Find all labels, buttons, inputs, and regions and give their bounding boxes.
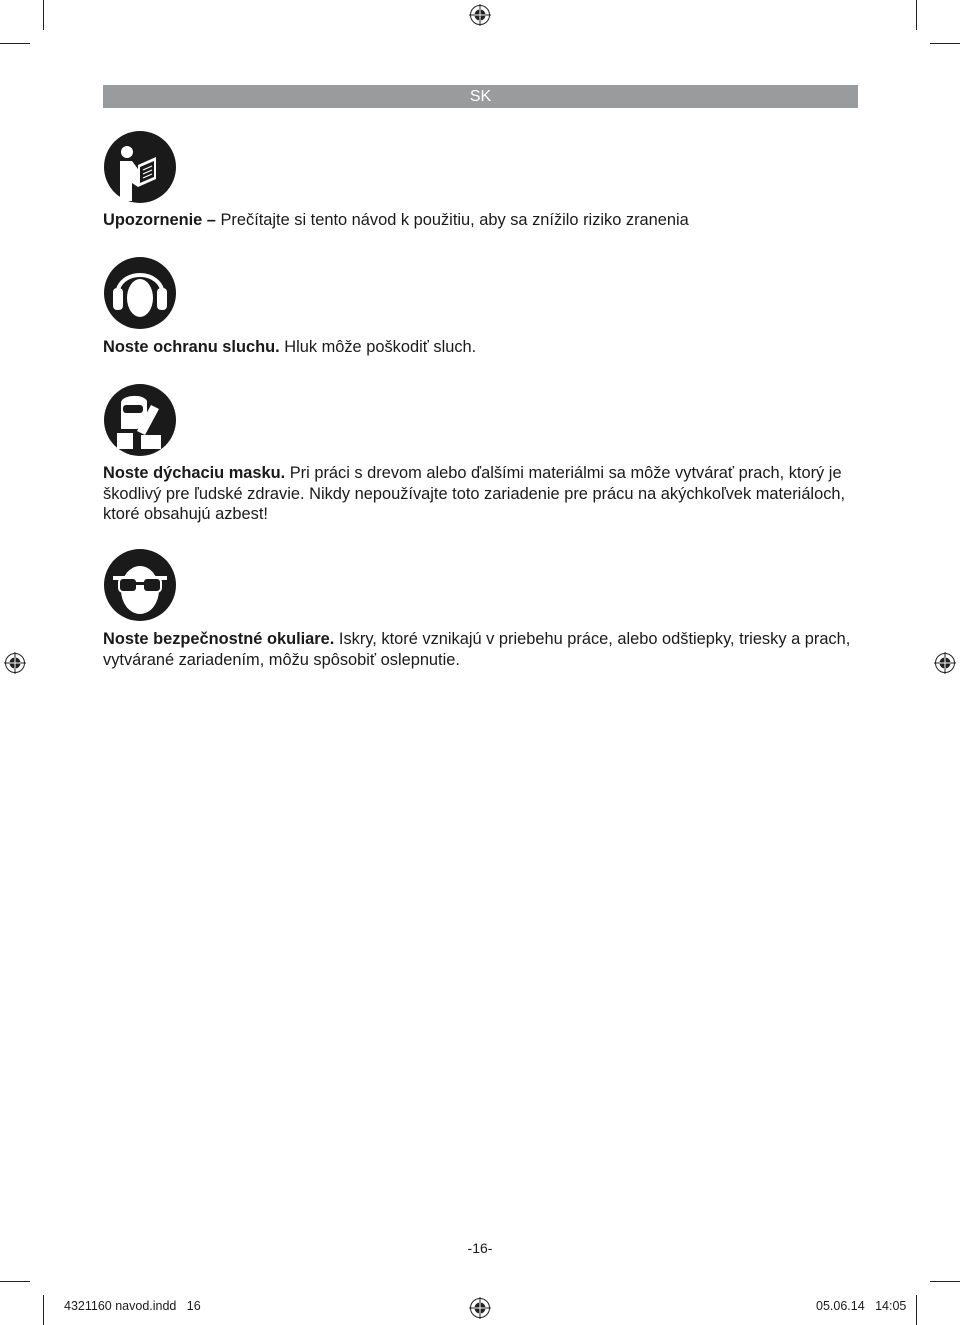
- read-manual-icon: [103, 130, 177, 204]
- registration-mark-icon: [469, 4, 491, 26]
- crop-mark: [930, 1281, 960, 1282]
- section-title: Noste dýchaciu masku.: [103, 464, 286, 482]
- crop-mark: [0, 43, 30, 44]
- section-body: Hluk môže poškodiť sluch.: [279, 338, 477, 356]
- crop-mark: [43, 0, 44, 30]
- language-header-bar: SK: [103, 85, 858, 108]
- crop-mark: [916, 1295, 917, 1325]
- safety-goggles-text: [103, 629, 873, 670]
- section-title: Upozornenie –: [103, 211, 216, 229]
- registration-mark-icon: [469, 1297, 491, 1319]
- section-body: Iskry, ktoré vznikajú v priebehu práce, alebo odštiepky, triesky a prach, vytvárané zariadením, môžu spôsobiť oslepnutie.: [103, 630, 851, 669]
- ear-protection-icon: [103, 256, 177, 330]
- safety-goggles-icon: [103, 548, 177, 622]
- crop-mark: [0, 1281, 30, 1282]
- ear-protection-text: [103, 337, 873, 358]
- footer-date-time: 05.06.14 14:05: [816, 1299, 907, 1313]
- section-body: Prečítajte si tento návod k použitiu, aby sa znížilo riziko zranenia: [215, 211, 689, 229]
- crop-mark: [916, 0, 917, 30]
- section-title: Noste ochranu sluchu.: [103, 338, 280, 356]
- footer-file-name: 4321160 navod.indd 16: [64, 1299, 201, 1313]
- crop-mark: [930, 43, 960, 44]
- section-title: Noste bezpečnostné okuliare.: [103, 630, 335, 648]
- warning-read-manual-text: [103, 210, 873, 231]
- page-number: -16-: [467, 1240, 493, 1256]
- dust-mask-icon: [103, 383, 177, 457]
- crop-mark: [43, 1295, 44, 1325]
- dust-mask-text: [103, 463, 873, 525]
- section-body: Pri práci s drevom alebo ďalšími materiálmi sa môže vytvárať prach, ktorý je škodlivý pre ľudské zdravie. Nikdy nepoužívajte toto zariadenie pre prácu na akýchkoľvek materiáloch, ktoré obsahujú azbest!: [103, 464, 846, 523]
- registration-mark-icon: [4, 652, 26, 674]
- registration-mark-icon: [934, 652, 956, 674]
